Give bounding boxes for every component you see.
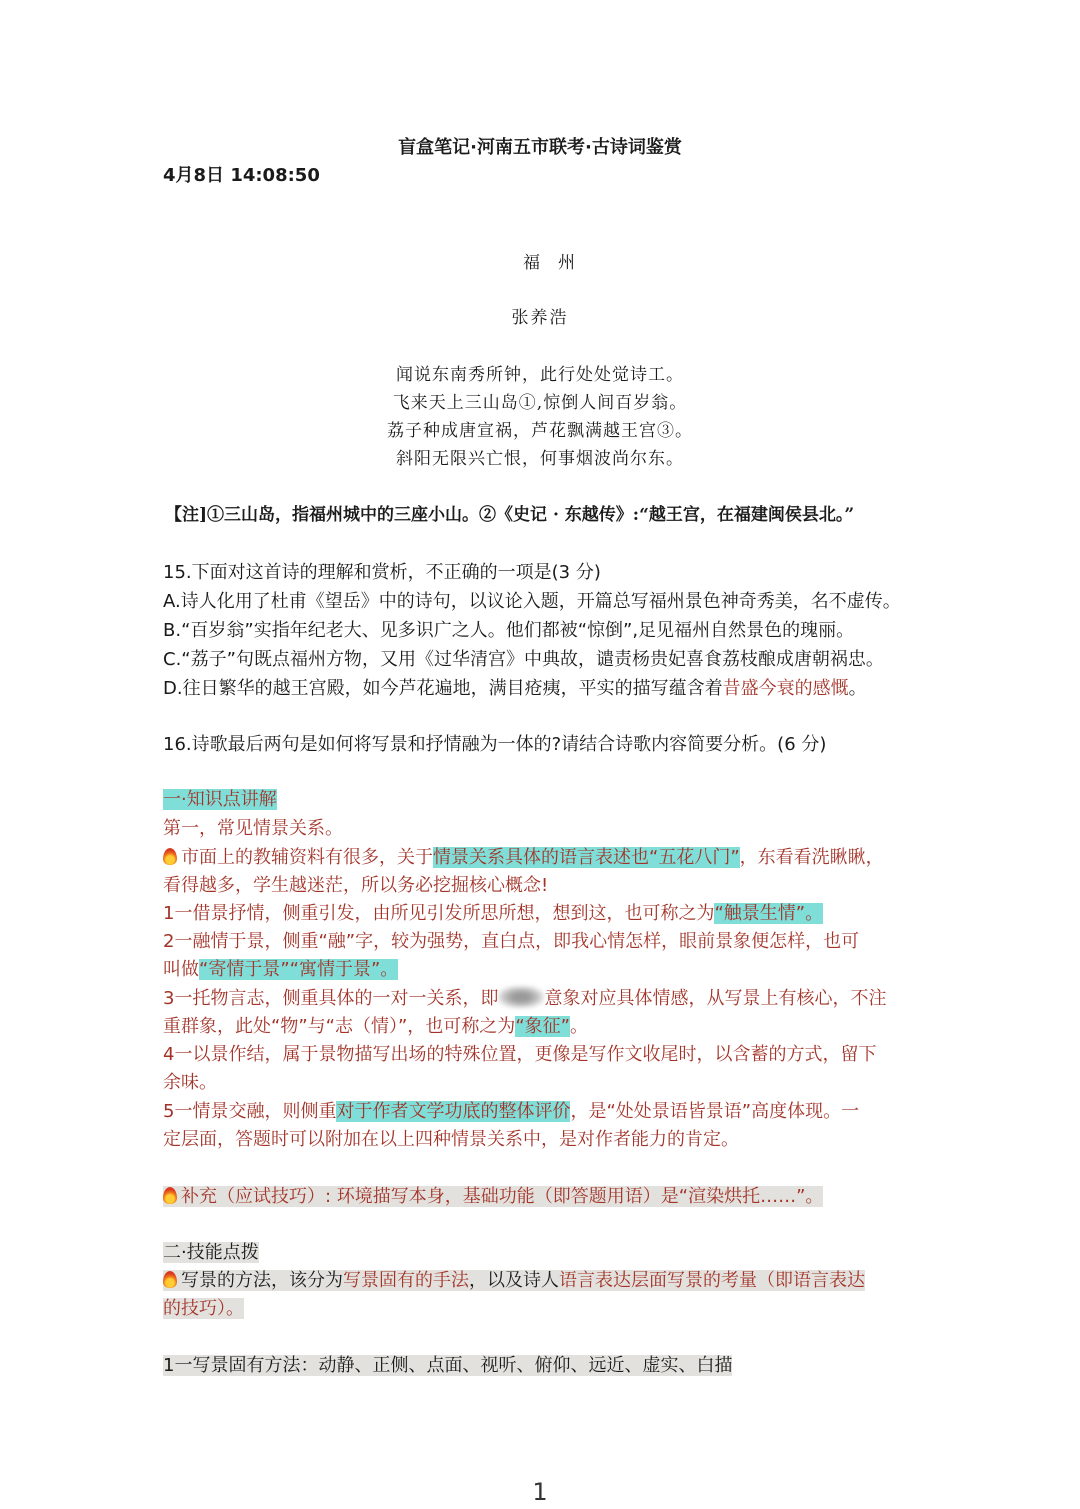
page-number: 1	[532, 1478, 548, 1506]
relation-5-cont: 定层面，答题时可以附加在以上四种情景关系中，是对作者能力的肯定。	[163, 1129, 739, 1150]
question-16-stem: 16.诗歌最后两句是如何将写景和抒情融为一体的?请结合诗歌内容简要分析。(6 分)	[163, 734, 827, 755]
relation-3-cont: 重群象，此处“物”与“志（情）”，也可称之为“象征”。	[163, 1016, 588, 1037]
flame-icon	[163, 1271, 177, 1288]
supplement: 补充（应试技巧）: 环境描写本身，基础功能（即答题用语）是“渲染烘托……”。	[163, 1182, 823, 1208]
page-title: 盲盒笔记·河南五市联考·古诗词鉴赏	[398, 137, 682, 158]
poem-line: 斜阳无限兴亡恨，何事烟波尚尔东。	[396, 449, 684, 469]
note-date: 4月8日 14:08:50	[163, 165, 320, 186]
question-15-stem: 15.下面对这首诗的理解和赏析，不正确的一项是(3 分)	[163, 562, 601, 583]
highlight-red: 昔盛今衰的感慨	[722, 678, 849, 699]
relation-3: 3一托物言志，侧重具体的一对一关系，即 意象对应具体情感，从写景上有核心，不注	[163, 988, 887, 1009]
poem-line: 闻说东南秀所钟，此行处处觉诗工。	[396, 365, 684, 385]
relation-4-cont: 余味。	[163, 1072, 217, 1093]
relation-2-cont: 叫做“寄情于景”“寓情于景”。	[163, 959, 399, 980]
relation-5: 5一情景交融，则侧重对于作者文学功底的整体评价，是“处处景语皆景语”高度体现。一	[163, 1101, 860, 1122]
relation-4: 4一以景作结，属于景物描写出场的特殊位置，更像是写作文收尾时，以含蓄的方式，留下	[163, 1044, 877, 1065]
method-line: 1一写景固有方法：动静、正侧、点面、视听、俯仰、远近、虚实、白描	[163, 1355, 733, 1376]
option-a: A.诗人化用了杜甫《望岳》中的诗句，以议论入题，开篇总写福州景色神奇秀美，名不虚传。	[163, 591, 901, 612]
relation-1: 1一借景抒情，侧重引发，由所见引发所思所想，想到这，也可称之为“触景生情”。	[163, 903, 824, 924]
skill-line-cont: 的技巧）。	[163, 1298, 244, 1319]
blurred-sticker	[498, 986, 544, 1008]
poem-line: 荔子种成唐宣祸，芦花飘满越王宫③。	[387, 421, 693, 441]
option-b: B.“百岁翁”实指年纪老大、见多识广之人。他们都被“惊倒”,足见福州自然景色的瑰丽。	[163, 620, 855, 641]
option-c: C.“荔子”句既点福州方物，又用《过华清宫》中典故，谴责杨贵妃喜食荔枝酿成唐朝祸忠。	[163, 649, 884, 670]
intro-line: 市面上的教辅资料有很多，关于情景关系具体的语言表述也“五花八门”，东看看洗瞅瞅，	[163, 843, 884, 869]
poem-line: 飞来天上三山岛①,惊倒人间百岁翁。	[392, 393, 688, 413]
flame-icon	[163, 1187, 177, 1204]
relation-2: 2一融情于景，侧重“融”字，较为强势，直白点，即我心情怎样，眼前景象便怎样，也可	[163, 931, 860, 952]
skill-line: 写景的方法，该分为写景固有的手法，以及诗人语言表达层面写景的考量（即语言表达	[163, 1266, 865, 1292]
section-1-subheading: 第一，常见情景关系。	[163, 818, 343, 839]
poem-note: 【注]①三山岛，指福州城中的三座小山。②《史记 · 东越传》:“越王宫，在福建闽侯县北。”	[165, 505, 855, 525]
section-1-heading: 一·知识点讲解	[163, 789, 277, 810]
poem-author: 张养浩	[511, 308, 569, 328]
poem-title: 福州	[523, 253, 593, 273]
section-2-heading: 二·技能点拨	[163, 1242, 259, 1263]
intro-line: 看得越多，学生越迷茫，所以务必挖掘核心概念!	[163, 875, 549, 896]
option-d: D.往日繁华的越王宫殿，如今芦花遍地，满目疮痍，平实的描写蕴含着昔盛今衰的感慨。	[163, 678, 867, 699]
flame-icon	[163, 848, 177, 865]
